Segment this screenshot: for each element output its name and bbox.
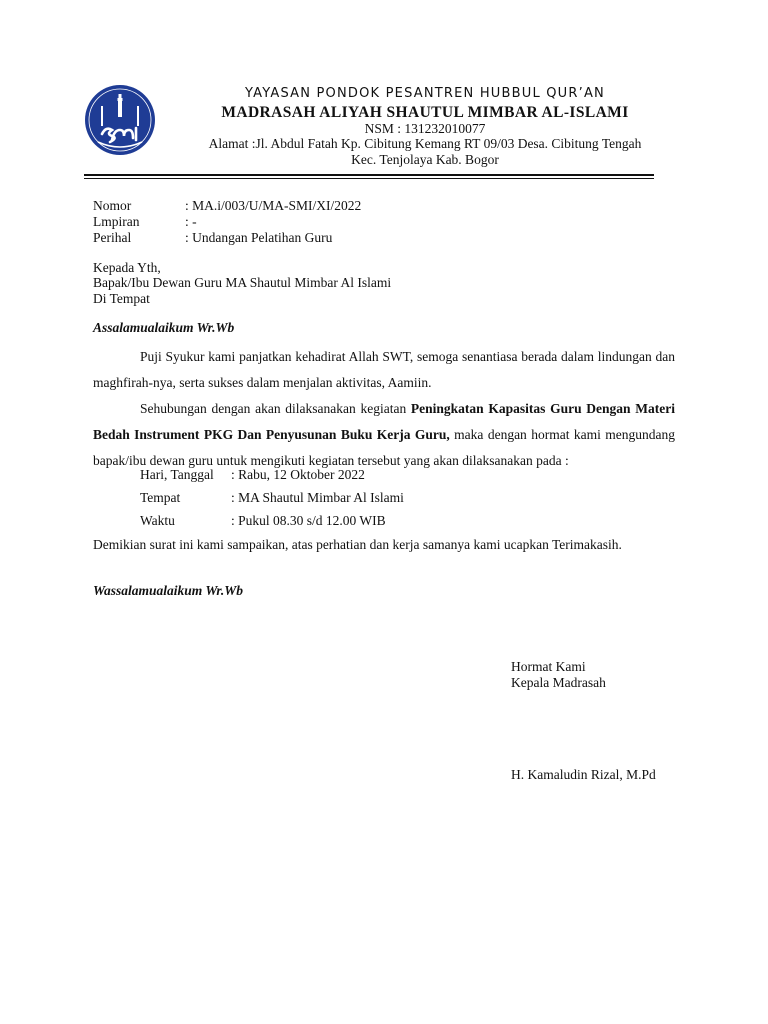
foundation-name: YAYASAN PONDOK PESANTREN HUBBUL QUR’AN (245, 86, 605, 101)
closing-line: Demikian surat ini kami sampaikan, atas perhatian dan kerja samanya kami ucapkan Terimakasih. (93, 537, 622, 552)
event-label: Tempat (140, 490, 181, 505)
signature-title: Kepala Madrasah (511, 675, 606, 690)
signature-name: H. Kamaludin Rizal, M.Pd (511, 767, 656, 782)
recipient-place: Di Tempat (93, 291, 150, 306)
meta-label: Perihal (93, 230, 132, 245)
letterhead-divider-thick (84, 174, 654, 176)
event-value: : MA Shautul Mimbar Al Islami (231, 490, 404, 505)
recipient-salutation: Kepada Yth, (93, 260, 161, 275)
meta-value: : - (185, 214, 197, 229)
meta-label: Nomor (93, 198, 132, 213)
meta-value: : MA.i/003/U/MA-SMI/XI/2022 (185, 198, 362, 213)
school-logo-icon (84, 84, 156, 156)
school-name: MADRASAH ALIYAH SHAUTUL MIMBAR AL-ISLAMI (221, 104, 629, 121)
body-paragraph-2 (93, 396, 675, 474)
signature-regards: Hormat Kami (511, 659, 586, 674)
body-paragraph-1: Puji Syukur kami panjatkan kehadirat Allah SWT, semoga senantiasa berada dalam lindungan dan maghfirah-nya, serta sukses dalam menjalan aktivitas, Aamiin. (93, 349, 675, 390)
body-text: Sehubungan dengan akan dilaksanakan kegiatan (140, 401, 411, 416)
meta-value: : Undangan Pelatihan Guru (185, 230, 333, 245)
body-text: maka dengan hormat kami mengundang bapak/ibu dewan guru untuk mengikuti kegiatan tersebut yang akan dilaksanakan pada : (93, 427, 675, 468)
school-address-line-1: Alamat :Jl. Abdul Fatah Kp. Cibitung Kemang RT 09/03 Desa. Cibitung Tengah (208, 136, 642, 151)
event-label: Hari, Tanggal (140, 467, 214, 482)
meta-label: Lmpiran (93, 214, 140, 229)
school-nsm: NSM : 131232010077 (364, 121, 486, 136)
recipient-name: Bapak/Ibu Dewan Guru MA Shautul Mimbar Al Islami (93, 275, 392, 290)
event-label: Waktu (140, 513, 175, 528)
event-title: Peningkatan Kapasitas Guru Dengan Materi Bedah Instrument PKG Dan Penyusunan Buku Kerja Guru, (93, 401, 675, 442)
school-address-line-2: Kec. Tenjolaya Kab. Bogor (351, 152, 499, 167)
letterhead-divider-thin (84, 178, 654, 179)
opening-greeting: Assalamualaikum Wr.Wb (93, 320, 235, 335)
closing-greeting: Wassalamualaikum Wr.Wb (93, 583, 244, 598)
letter-body (93, 344, 675, 474)
event-value: : Pukul 08.30 s/d 12.00 WIB (231, 513, 386, 528)
event-value: : Rabu, 12 Oktober 2022 (231, 467, 365, 482)
